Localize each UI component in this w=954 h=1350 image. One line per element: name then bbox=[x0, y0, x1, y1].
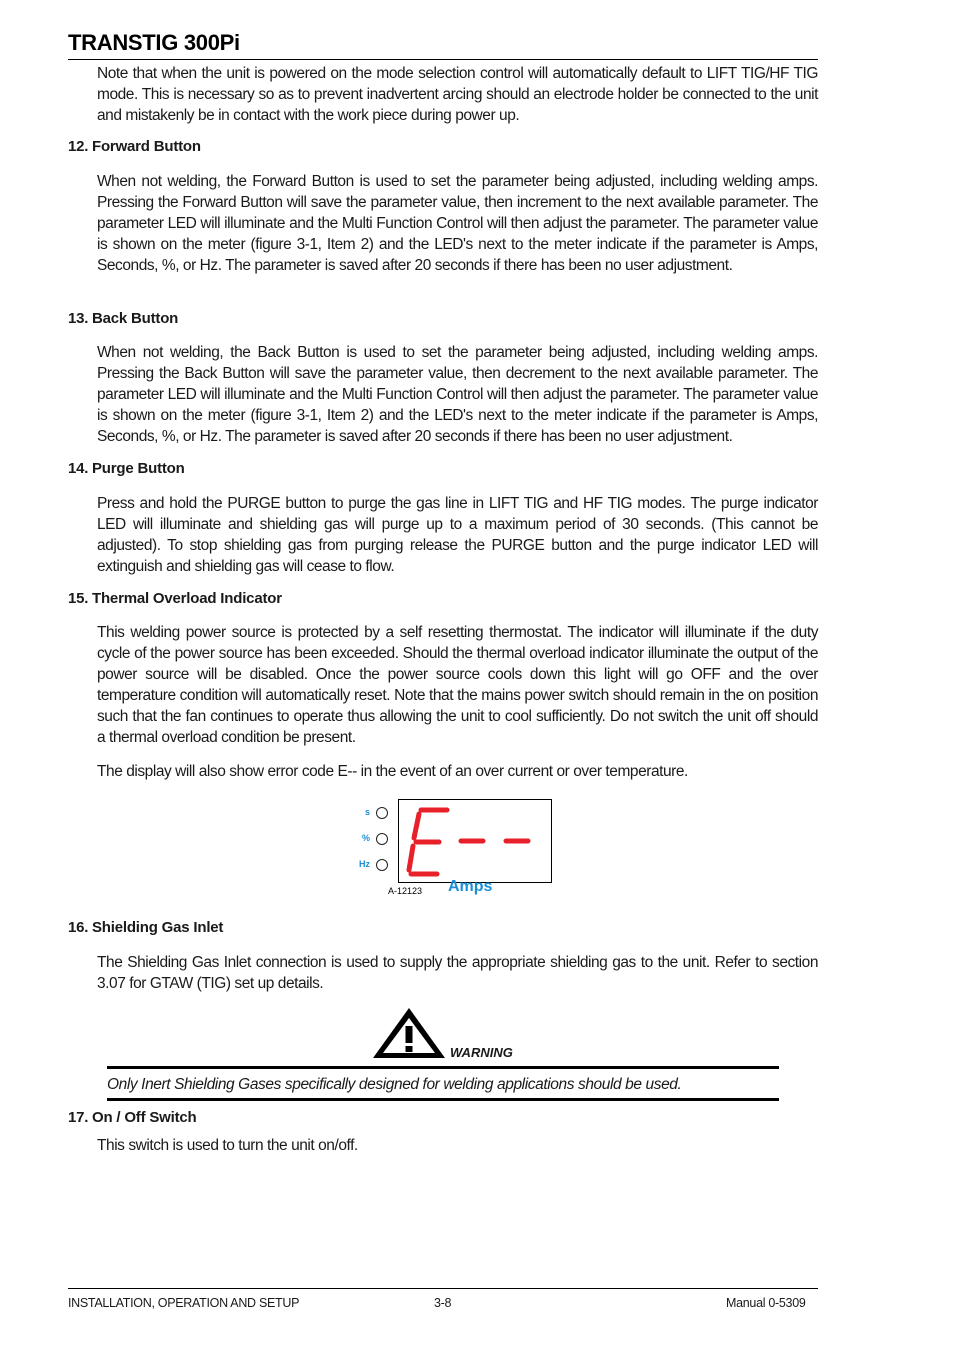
warning-text: Only Inert Shielding Gases specifically designed for welding applications should be used. bbox=[107, 1076, 682, 1093]
section-heading-purge-button bbox=[68, 460, 185, 477]
section-heading-thermal-overload bbox=[68, 590, 282, 607]
footer-manual-number: Manual 0-5309 bbox=[726, 1296, 806, 1310]
section-heading-forward-button bbox=[68, 138, 201, 155]
unit-hz-label: Hz bbox=[359, 859, 370, 869]
warning-label: WARNING bbox=[450, 1045, 513, 1060]
warning-triangle-icon bbox=[371, 1006, 447, 1060]
error-display-figure bbox=[355, 798, 555, 898]
footer-section-name: INSTALLATION, OPERATION AND SETUP bbox=[68, 1296, 300, 1310]
footer-page-number: 3-8 bbox=[434, 1296, 452, 1310]
purge-button-paragraph: Press and hold the PURGE button to purge the gas line in LIFT TIG and HF TIG modes. The purge indicator LED will illuminate and shielding gas will purge up to a maximum period of 30 seconds. (This cannot be adjusted). To stop shielding gas from purging release the PURGE button and the purge indicator LED will extinguish and shielding gas will cease to flow. bbox=[97, 495, 818, 575]
percent-led-icon bbox=[376, 833, 388, 845]
header-rule bbox=[68, 59, 818, 60]
section-title: Shielding Gas Inlet bbox=[92, 919, 224, 936]
seconds-led-icon bbox=[376, 807, 388, 819]
section-number: 15. bbox=[68, 590, 89, 607]
unit-percent-label: % bbox=[362, 833, 371, 843]
section-number: 12. bbox=[68, 138, 89, 155]
section-title: Back Button bbox=[92, 310, 179, 327]
section-heading-shielding-gas-inlet bbox=[68, 919, 223, 936]
section-heading-on-off-switch bbox=[68, 1109, 197, 1126]
section-title: Forward Button bbox=[92, 138, 201, 155]
amps-label: Amps bbox=[448, 878, 493, 895]
section-title: On / Off Switch bbox=[92, 1109, 197, 1126]
error-code-segments-icon bbox=[399, 800, 551, 882]
back-button-paragraph: When not welding, the Back Button is used to set the parameter being adjusted, including welding amps. Pressing the Back Button will save the parameter value, then decrement to the next available parameter. The parameter LED will illuminate and the Multi Function Control will then adjust the parameter. The parameter value is shown on the meter (figure 3-1, Item 2) and the LED's next to the meter indicate if the parameter is Amps, Seconds, %, or Hz. The parameter is saved after 20 seconds if there has been no user adjustment. bbox=[97, 344, 818, 445]
section-number: 17. bbox=[68, 1109, 89, 1126]
shielding-gas-paragraph: The Shielding Gas Inlet connection is used to supply the appropriate shielding gas to the unit. Refer to section 3.07 for GTAW (TIG) set up details. bbox=[97, 954, 818, 992]
section-title: Thermal Overload Indicator bbox=[92, 590, 282, 607]
page-title: TRANSTIG 300Pi bbox=[68, 30, 240, 55]
section-number: 14. bbox=[68, 460, 89, 477]
footer-rule bbox=[68, 1288, 818, 1289]
section-heading-back-button bbox=[68, 310, 178, 327]
section-number: 13. bbox=[68, 310, 89, 327]
section-number: 16. bbox=[68, 919, 89, 936]
section-title: Purge Button bbox=[92, 460, 185, 477]
warning-rule-bottom bbox=[107, 1098, 779, 1101]
figure-number: A-12123 bbox=[388, 886, 423, 896]
intro-paragraph: Note that when the unit is powered on the mode selection control will automatically default to LIFT TIG/HF TIG mode. This is necessary so as to prevent inadvertent arcing should an electrode holder be connected to the unit and mistakenly be in contact with the work piece during power up. bbox=[97, 65, 818, 124]
hz-led-icon bbox=[376, 859, 388, 871]
on-off-switch-paragraph: This switch is used to turn the unit on/off. bbox=[97, 1137, 358, 1154]
forward-button-paragraph: When not welding, the Forward Button is used to set the parameter being adjusted, including welding amps. Pressing the Forward Button will save the parameter value, then increment to the next available parameter. The parameter LED will illuminate and the Multi Function Control will then adjust the parameter. The parameter value is shown on the meter (figure 3-1, Item 2) and the LED's next to the meter indicate if the parameter is Amps, Seconds, %, or Hz. The parameter is saved after 20 seconds if there has been no user adjustment. bbox=[97, 173, 818, 274]
meter-screen bbox=[398, 799, 552, 883]
error-code-paragraph: The display will also show error code E-- in the event of an over current or over temperature. bbox=[97, 763, 688, 780]
unit-seconds-label: s bbox=[365, 807, 371, 817]
warning-rule-top bbox=[107, 1066, 779, 1069]
thermal-overload-paragraph: This welding power source is protected by a self resetting thermostat. The indicator will illuminate if the duty cycle of the power source has been exceeded. Should the thermal overload indicator illuminate the output of the power source will be disabled. Once the power source cools down this light will go OFF and the over temperature condition will automatically reset. Note that the mains power switch should remain in the on position such that the fan continues to operate thus allowing the unit to cool sufficiently. Do not switch the unit off should a thermal overload condition be present. bbox=[97, 624, 818, 746]
